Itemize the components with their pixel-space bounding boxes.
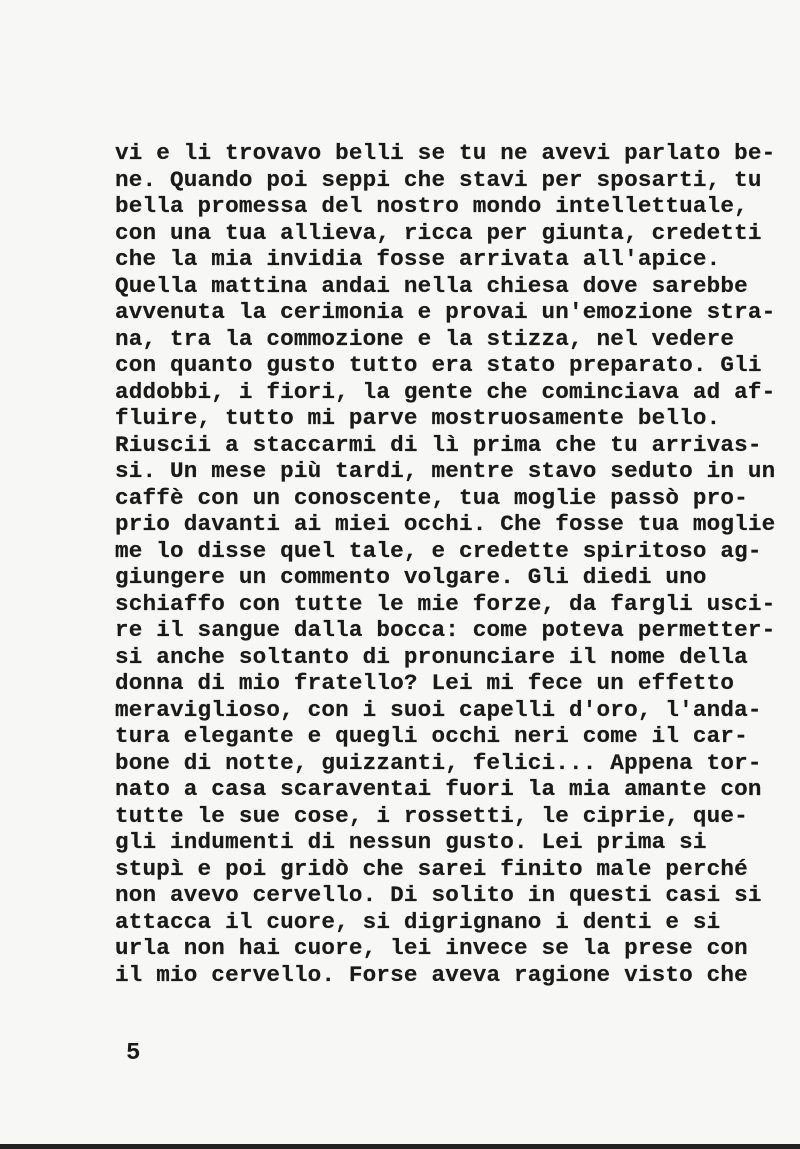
text-line: nato a casa scaraventai fuori la mia amante con [115,776,762,802]
text-line: bone di notte, guizzanti, felici... Appena tor- [115,749,762,776]
text-line: il mio cervello. Forse aveva ragione visto che [115,961,748,988]
page-edge [0,1144,800,1149]
text-line: schiaffo con tutte le mie forze, da fargli usci- [115,590,776,617]
text-line: meraviglioso, con i suoi capelli d'oro, l'anda- [115,696,762,723]
text-line: si anche soltanto di pronunciare il nome della [115,643,748,670]
text-line: re il sangue dalla bocca: come poteva permetter- [115,617,776,643]
text-line: avvenuta la cerimonia e provai un'emozione stra- [115,299,776,325]
text-line: si. Un mese più tardi, mentre stavo seduto in un [115,458,776,484]
text-line: con una tua allieva, ricca per giunta, credetti [115,219,762,246]
text-line: che la mia invidia fosse arrivata all'apice. [115,246,721,272]
text-line: tura elegante e quegli occhi neri come il car- [115,723,748,749]
text-line: gli indumenti di nessun gusto. Lei prima si [115,829,707,855]
text-line: Quella mattina andai nella chiesa dove sarebbe [115,272,748,299]
text-line: caffè con un conoscente, tua moglie passò pro- [115,484,748,511]
text-line: prio davanti ai miei occhi. Che fosse tua moglie [115,511,776,537]
text-line: urla non hai cuore, lei invece se la prese con [115,935,748,961]
page-number: 5 [126,1040,141,1067]
text-line: con quanto gusto tutto era stato preparato. Gli [115,352,762,378]
body-text [115,140,775,988]
text-line: Riuscii a staccarmi di lì prima che tu arrivas- [115,431,762,458]
text-line: vi e li trovavo belli se tu ne avevi parlato be- [115,140,776,166]
text-line: giungere un commento volgare. Gli diedi uno [115,564,707,590]
text-line: tutte le sue cose, i rossetti, le ciprie, que- [115,802,748,829]
text-line: attacca il cuore, si digrignano i denti e si [115,908,721,935]
text-line: me lo disse quel tale, e credette spiritoso ag- [115,537,762,564]
text-line: na, tra la commozione e la stizza, nel vedere [115,325,735,352]
text-line: stupì e poi gridò che sarei finito male perché [115,855,748,882]
text-line: donna di mio fratello? Lei mi fece un effetto [115,670,735,696]
text-line: bella promessa del nostro mondo intellettuale, [115,193,748,219]
text-line: fluire, tutto mi parve mostruosamente bello. [115,405,721,431]
text-line: ne. Quando poi seppi che stavi per sposarti, tu [115,166,762,193]
text-line: addobbi, i fiori, la gente che cominciava ad af- [115,378,776,405]
text-line: non avevo cervello. Di solito in questi casi si [115,882,762,908]
